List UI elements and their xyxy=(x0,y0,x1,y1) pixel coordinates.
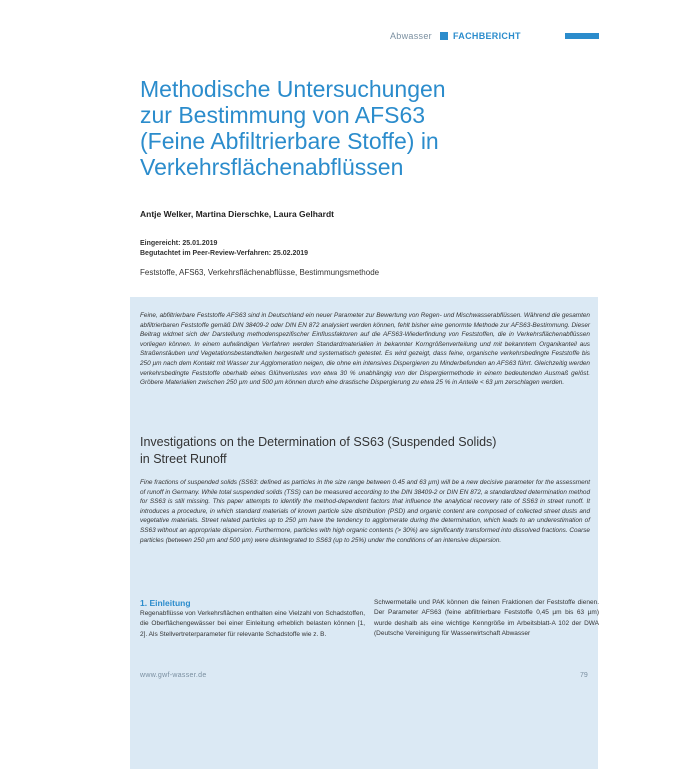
english-abstract: Fine fractions of suspended solids (SS63: defined as particles in the size range between 0.45 and 63 µm) will be a new decisive parameter for the assessment of runoff in Germany. While total suspended solids (TSS) can be measured according to the DIN 38409-2 or DIN EN 872, a standardized determination method for SS63 is still missing. This paper attempts to identify the method-dependent factors that influence the analytical recovery rate of SS63 in street runoff. It introduces a procedure, in which standard materials of known particle size distribution (PSD) and organic content are composed of collected street dusts and vegetative materials. Street related particles up to 250 µm have the tendency to agglomerate during the determination, which leads to an underestimation of SS63 without an appropriate dispersion. Furthermore, particles with high organic contents (> 30%) are significantly transformed into dissolved fractions. Coarse particles (between 250 µm and 500 µm) were disintegrated to SS63 (up to 25%) under the conditions of an intensive dispersion. xyxy=(140,479,590,544)
reviewed-date: Begutachtet im Peer-Review-Verfahren: 25.02.2019 xyxy=(140,250,309,257)
english-title-line: Investigations on the Determination of SS63 (Suspended Solids) xyxy=(140,435,497,449)
title-line: Verkehrsflächenabflüssen xyxy=(140,154,404,180)
submitted-date: Eingereicht: 25.01.2019 xyxy=(140,240,218,247)
title-line: zur Bestimmung von AFS63 xyxy=(140,102,426,128)
review-dates xyxy=(140,239,308,259)
body-column-right: Schwermetalle und PAK können die feinen Fraktionen der Feststoffe dienen. Der Parameter AFS63 (feine abfiltrierbare Feststoffe 0,45 µm bis 63 µm) wurde deshalb als eine wichtige Kenngröße im Arbeitsblatt-A 102 der DWA (Deutsche Vereinigung für Wasserwirtschaft Abwasser xyxy=(374,599,599,638)
section-heading: 1. Einleitung xyxy=(140,598,191,608)
page-number: 79 xyxy=(580,672,588,679)
body-column-left: Regenabflüsse von Verkehrsflächen enthalten eine Vielzahl von Schadstoffen, die Oberflächengewässer bei einer Einleitung erheblich belasten können [1, 2]. Als Stellvertreterparameter für relevante Schadstoffe wie z. B. xyxy=(140,610,365,638)
title-line: Methodische Untersuchungen xyxy=(140,76,446,102)
english-title xyxy=(140,434,590,468)
german-abstract: Feine, abfiltrierbare Feststoffe AFS63 sind in Deutschland ein neuer Parameter zur Bewertung von Regen- und Mischwasserabflüssen. Während die gesamten abfiltrierbaren Feststoffe gemäß DIN 38409-2 oder DIN EN 872 analysiert werden können, fehlt bisher eine genormte Methode zur AFS63-Bestimmung. Dieser Beitrag widmet sich der Darstellung methodenspezifischer Einflussfaktoren auf die AFS63-Wiederfindung von Feststoffen, die in Verkehrsflächenabflüssen vorliegen können. In einem aufwändigen Verfahren werden Standardmaterialien in bekannter Korngrößenverteilung und mit bekanntem Organikanteil aus Straßenstäuben und Vegetationsbestandteilen hergestellt und systematisch getestet. Es wird gezeigt, dass feine, organische verkehrsbedingte Feststoffe bis 250 µm nach dem Kontakt mit Wasser zur Agglomeration neigen, die ohne ein intensives Dispergieren zu Minderbefunden an AFS63 führt. Gleichzeitig werden verkehrsbedingte Feststoffe oberhalb eines Glühverlustes von etwa 30 % unabhängig von der Dispergiermethode in einem bedeutenden Ausmaß gelöst. Gröbere Materialien zwischen 250 µm und 500 µm können durch eine drastische Dispergierung zu etwa 25 % in Anteile < 63 µm zerschlagen werden. xyxy=(140,312,590,387)
title-line: (Feine Abfiltrierbare Stoffe) in xyxy=(140,128,439,154)
authors: Antje Welker, Martina Dierschke, Laura Gelhardt xyxy=(140,209,334,219)
footer-url: www.gwf-wasser.de xyxy=(140,672,207,679)
header-square-marker xyxy=(440,32,448,40)
header-accent-bar xyxy=(565,33,599,39)
keywords: Feststoffe, AFS63, Verkehrsflächenabflüsse, Bestimmungsmethode xyxy=(140,268,380,277)
header-category-label: FACHBERICHT xyxy=(453,31,521,41)
english-title-line: in Street Runoff xyxy=(140,452,227,466)
header-section-label: Abwasser xyxy=(390,31,432,41)
article-title xyxy=(140,76,560,180)
